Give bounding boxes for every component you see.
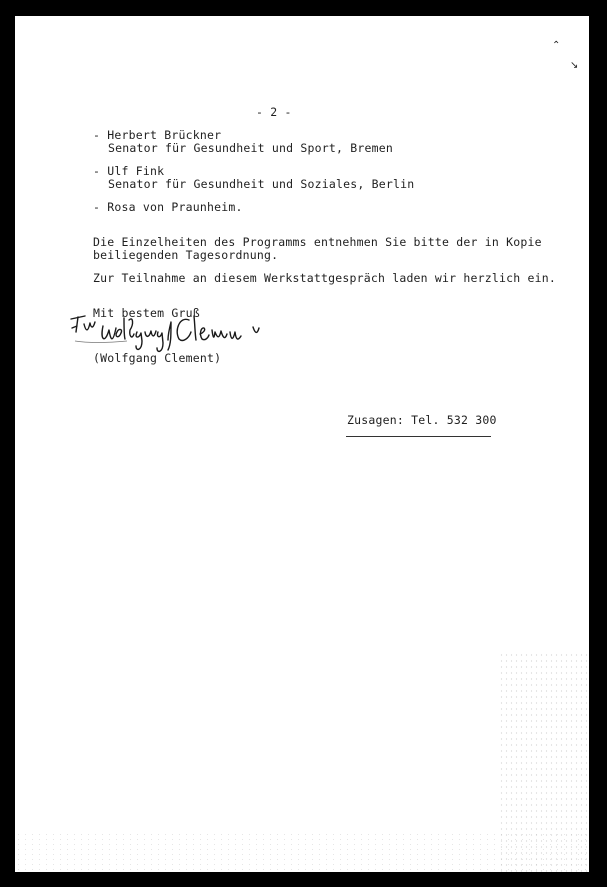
signatory-name: (Wolfgang Clement) <box>93 351 222 365</box>
margin-mark-lower: ↘ <box>570 60 579 71</box>
attendee-1-name: - Herbert Brückner <box>93 128 222 142</box>
document-page <box>15 16 589 872</box>
scan-noise-bottom <box>15 832 589 872</box>
body-paragraph-2: Zur Teilnahme an diesem Werkstattgespräch laden wir herzlich ein. <box>93 271 557 285</box>
page-number: - 2 - <box>256 105 292 119</box>
body-paragraph-1-line-1: Die Einzelheiten des Programms entnehmen Sie bitte der in Kopie <box>93 235 542 249</box>
attendee-2-name: - Ulf Fink <box>93 164 165 178</box>
closing-greeting: Mit bestem Gruß <box>93 306 200 320</box>
rsvp-underline <box>346 436 491 437</box>
attendee-2-role: Senator für Gesundheit und Soziales, Berlin <box>108 177 415 191</box>
attendee-1-role: Senator für Gesundheit und Sport, Bremen <box>108 141 393 155</box>
margin-mark-top: ⌃ <box>552 40 561 51</box>
rsvp-text: Zusagen: Tel. 532 300 <box>347 413 497 427</box>
attendee-3-name: - Rosa von Praunheim. <box>93 200 243 214</box>
body-paragraph-1-line-2: beiliegenden Tagesordnung. <box>93 248 279 262</box>
